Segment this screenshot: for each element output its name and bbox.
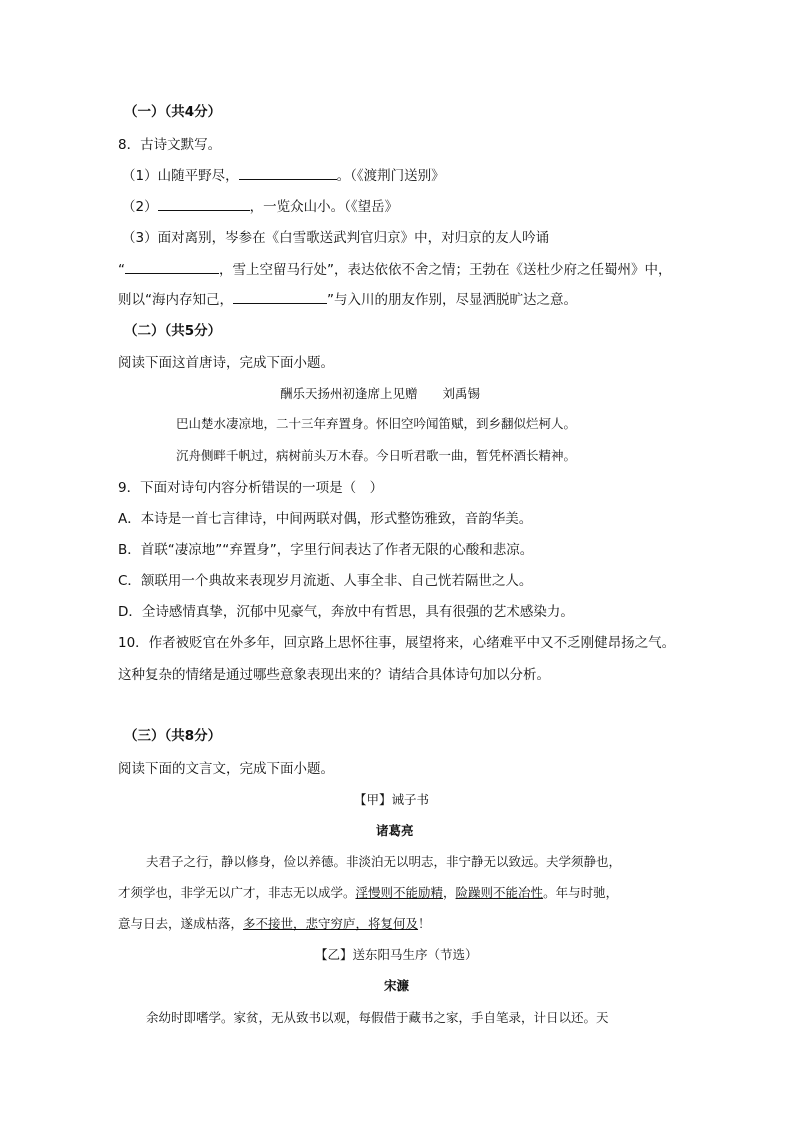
jia-line-3-a: 意与日去，遂成枯落， xyxy=(118,916,244,931)
q8-3-line2 xyxy=(118,261,672,279)
q8-2-post: ，一览众山小。（《望岳》 xyxy=(249,199,399,215)
jia-line-2-underline-2: 险躁则不能冶性 xyxy=(455,885,544,900)
section2-heading: （二）（共5分） xyxy=(124,323,222,339)
q9-option-a[interactable]: A．本诗是一首七言律诗，中间两联对偶，形式整饬雅致，音韵华美。 xyxy=(118,511,533,527)
section2-intro: 阅读下面这首唐诗，完成下面小题。 xyxy=(118,355,334,371)
q8-3-line3-post: ”与入川的朋友作别，尽显洒脱旷达之意。 xyxy=(327,292,577,308)
section3-heading: （三）（共8分） xyxy=(124,728,222,744)
jia-line-2-a: 才须学也，非学无以广才，非志无以成学。 xyxy=(118,885,356,900)
jia-line-3 xyxy=(118,915,431,933)
jia-line-1: 夫君子之行，静以修身，俭以养德。非淡泊无以明志，非宁静无以致远。夫学须静也， xyxy=(146,854,622,869)
q9-option-b[interactable]: B．首联“凄凉地”“弃置身”，字里行间表达了作者无限的心酸和悲凉。 xyxy=(118,542,534,558)
yi-title: 【乙】送东阳马生序（节选） xyxy=(315,947,478,962)
q10-line-2: 这种复杂的情绪是通过哪些意象表现出来的？请结合具体诗句加以分析。 xyxy=(118,667,550,683)
q8-3-blank-1[interactable] xyxy=(125,261,219,274)
section3-intro: 阅读下面的文言文，完成下面小题。 xyxy=(118,761,334,777)
jia-line-2-b: ， xyxy=(443,885,456,900)
jia-line-3-b: ！ xyxy=(418,916,431,931)
q9-option-c[interactable]: C．颔联用一个典故来表现岁月流逝、人事全非、自己恍若隔世之人。 xyxy=(118,573,533,589)
q8-1-blank[interactable] xyxy=(239,167,337,180)
jia-author: 诸葛亮 xyxy=(376,823,414,838)
q8-3-line2-post: ，雪上空留马行处”，表达依依不舍之情；王勃在《送杜少府之任蜀州》中， xyxy=(219,262,672,278)
q9-stem: 9．下面对诗句内容分析错误的一项是（ ） xyxy=(118,480,384,496)
q10-line-1: 10．作者被贬官在外多年，回京路上思怀往事，展望将来，心绪难平中又不乏刚健昂扬之气。 xyxy=(118,635,676,651)
poem-title: 酬乐天扬州初逢席上见赠 刘禹锡 xyxy=(280,386,481,401)
q8-3-line3-pre: 则以“海内存知己， xyxy=(118,292,233,308)
q9-option-d[interactable]: D．全诗感情真挚，沉郁中见豪气，奔放中有哲思，具有很强的艺术感染力。 xyxy=(118,604,574,620)
q8-1-pre: （1）山随平野尽， xyxy=(122,168,239,184)
q8-title: 8．古诗文默写。 xyxy=(118,137,222,153)
jia-line-2 xyxy=(118,884,618,902)
q8-2 xyxy=(122,198,398,216)
q8-1 xyxy=(122,167,445,185)
q8-3-blank-2[interactable] xyxy=(233,291,327,304)
q8-2-blank[interactable] xyxy=(158,198,250,211)
poem-line-2: 沉舟侧畔千帆过，病树前头万木春。今日听君歌一曲，暂凭杯酒长精神。 xyxy=(176,448,577,463)
jia-line-2-c: 。年与时驰， xyxy=(543,885,619,900)
q8-1-post: 。（《渡荆门送别》 xyxy=(336,168,445,184)
yi-line-1: 余幼时即嗜学。家贫，无从致书以观，每假借于藏书之家，手自笔录，计日以还。天 xyxy=(146,1010,609,1025)
q8-3-line1: （3）面对离别，岑参在《白雪歌送武判官归京》中，对归京的友人吟诵 xyxy=(122,230,550,246)
jia-title: 【甲】诫子书 xyxy=(354,792,430,807)
q8-2-pre: （2） xyxy=(122,199,158,215)
poem-line-1: 巴山楚水凄凉地，二十三年弃置身。怀旧空吟闻笛赋，到乡翻似烂柯人。 xyxy=(176,416,577,431)
q8-3-line3 xyxy=(118,291,577,309)
yi-author: 宋濂 xyxy=(384,978,410,993)
section1-heading: （一）（共4分） xyxy=(124,104,222,120)
q8-3-line2-pre: “ xyxy=(118,262,125,278)
jia-line-2-underline-1: 淫慢则不能励精 xyxy=(355,885,444,900)
jia-line-3-underline: 多不接世，悲守穷庐，将复何及 xyxy=(243,916,419,931)
